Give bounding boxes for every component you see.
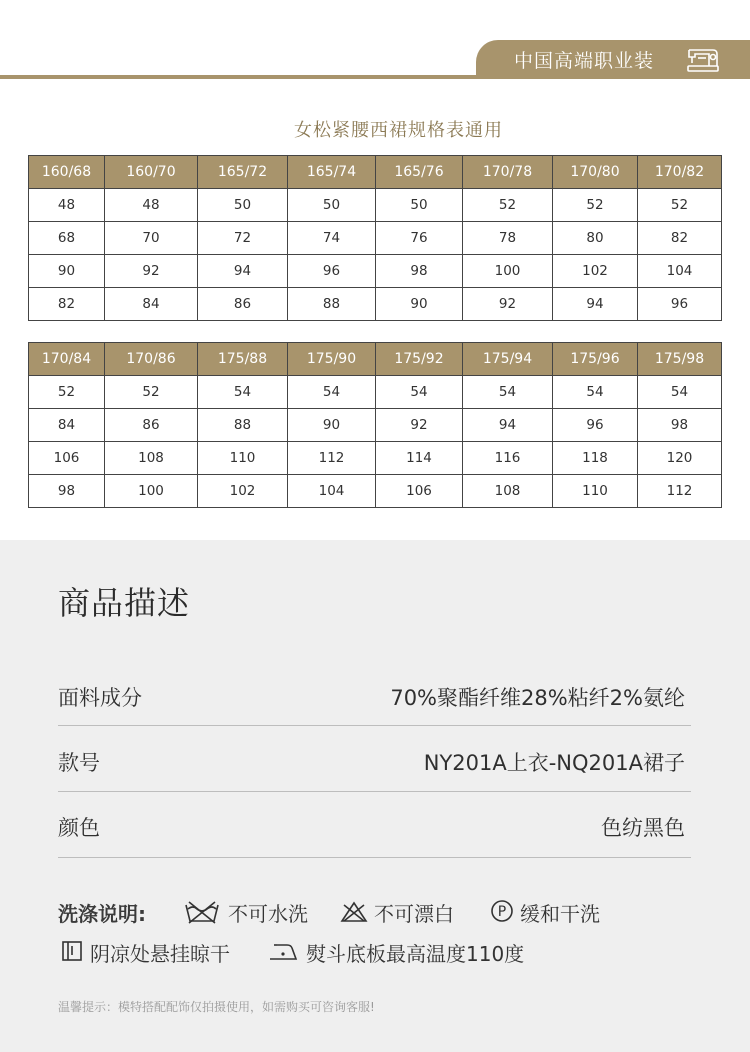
table-cell: 50 [376,189,463,222]
size-header: 170/80 [553,156,638,189]
table-row [29,376,722,409]
brand-name: 中国高端职业装 [514,50,655,72]
table-cell: 76 [376,222,463,255]
table-cell: 112 [638,475,722,508]
table-cell: 86 [105,409,198,442]
table-cell: 90 [376,288,463,321]
table-cell: 108 [105,442,198,475]
table-cell: 104 [288,475,376,508]
table-row [29,442,722,475]
size-header: 170/86 [105,343,198,376]
table-cell: 48 [29,189,105,222]
table-cell: 106 [376,475,463,508]
table-cell: 54 [638,376,722,409]
size-table-block-2 [28,342,722,508]
table-cell: 82 [29,288,105,321]
table-cell: 54 [288,376,376,409]
size-header: 175/96 [553,343,638,376]
table-cell: 52 [105,376,198,409]
table-cell: 84 [105,288,198,321]
table-cell: 54 [553,376,638,409]
size-table-block-1 [28,155,722,321]
table-header-row [29,343,722,376]
style-number-label: 款号 [58,751,100,775]
table-cell: 102 [553,255,638,288]
table-cell: 52 [638,189,722,222]
no-wash-text: 不可水洗 [228,902,308,926]
table-cell: 92 [463,288,553,321]
table-cell: 52 [463,189,553,222]
table-cell: 82 [638,222,722,255]
description-title: 商品描述 [58,584,191,622]
color-label: 颜色 [58,816,100,840]
fabric-label: 面料成分 [58,686,142,710]
table-cell: 120 [638,442,722,475]
table-cell: 80 [553,222,638,255]
size-header: 165/72 [198,156,288,189]
fabric-value: 70%聚酯纤维28%粘纤2%氨纶 [390,686,685,710]
table-row [29,222,722,255]
size-header: 170/78 [463,156,553,189]
no-bleach-text: 不可漂白 [374,902,454,926]
table-cell: 84 [29,409,105,442]
table-cell: 50 [288,189,376,222]
color-value: 色纺黑色 [601,816,685,840]
style-number-value: NY201A上衣-NQ201A裙子 [423,751,685,775]
color-row [58,792,691,858]
table-cell: 48 [105,189,198,222]
sewing-machine-icon [686,44,720,74]
table-cell: 54 [376,376,463,409]
table-cell: 92 [105,255,198,288]
table-cell: 88 [198,409,288,442]
fabric-row [58,660,691,726]
table-cell: 116 [463,442,553,475]
table-cell: 114 [376,442,463,475]
size-header: 175/92 [376,343,463,376]
table-row [29,288,722,321]
size-header: 175/90 [288,343,376,376]
size-header: 175/98 [638,343,722,376]
size-header: 160/68 [29,156,105,189]
table-cell: 52 [553,189,638,222]
table-cell: 94 [463,409,553,442]
svg-text:P: P [497,904,507,920]
table-cell: 86 [198,288,288,321]
size-header: 165/74 [288,156,376,189]
no-wash-icon [184,899,220,925]
table-cell: 98 [376,255,463,288]
table-cell: 98 [638,409,722,442]
table-cell: 94 [198,255,288,288]
size-header: 170/84 [29,343,105,376]
shade-dry-icon [62,941,82,961]
shade-dry-text: 阴凉处悬挂晾干 [90,942,230,966]
style-number-row [58,726,691,792]
table-cell: 72 [198,222,288,255]
tip-note: 温馨提示：模特搭配配饰仅拍摄使用，如需购买可咨询客服! [58,1000,375,1014]
table-cell: 118 [553,442,638,475]
table-cell: 92 [376,409,463,442]
table-cell: 98 [29,475,105,508]
table-cell: 54 [198,376,288,409]
table-cell: 110 [553,475,638,508]
table-cell: 78 [463,222,553,255]
table-cell: 96 [553,409,638,442]
table-cell: 68 [29,222,105,255]
iron-icon [268,941,298,961]
care-label: 洗涤说明: [58,902,146,926]
table-cell: 100 [463,255,553,288]
table-cell: 104 [638,255,722,288]
size-header: 170/82 [638,156,722,189]
iron-text: 熨斗底板最高温度110度 [306,942,525,966]
table-cell: 112 [288,442,376,475]
size-header: 175/88 [198,343,288,376]
dry-clean-p-icon [490,899,514,923]
table-row [29,409,722,442]
table-row [29,475,722,508]
size-table-title: 女松紧腰西裙规格表通用 [294,120,503,141]
table-cell: 54 [463,376,553,409]
table-cell: 96 [288,255,376,288]
table-cell: 90 [29,255,105,288]
table-cell: 100 [105,475,198,508]
size-header: 175/94 [463,343,553,376]
size-header: 165/76 [376,156,463,189]
dry-clean-text: 缓和干洗 [520,902,600,926]
table-cell: 70 [105,222,198,255]
table-cell: 90 [288,409,376,442]
table-cell: 106 [29,442,105,475]
table-cell: 102 [198,475,288,508]
table-cell: 52 [29,376,105,409]
table-cell: 88 [288,288,376,321]
table-row [29,255,722,288]
table-header-row [29,156,722,189]
table-row [29,189,722,222]
no-bleach-icon [340,901,368,923]
table-cell: 110 [198,442,288,475]
table-cell: 74 [288,222,376,255]
table-cell: 94 [553,288,638,321]
table-cell: 50 [198,189,288,222]
table-cell: 108 [463,475,553,508]
size-header: 160/70 [105,156,198,189]
table-cell: 96 [638,288,722,321]
